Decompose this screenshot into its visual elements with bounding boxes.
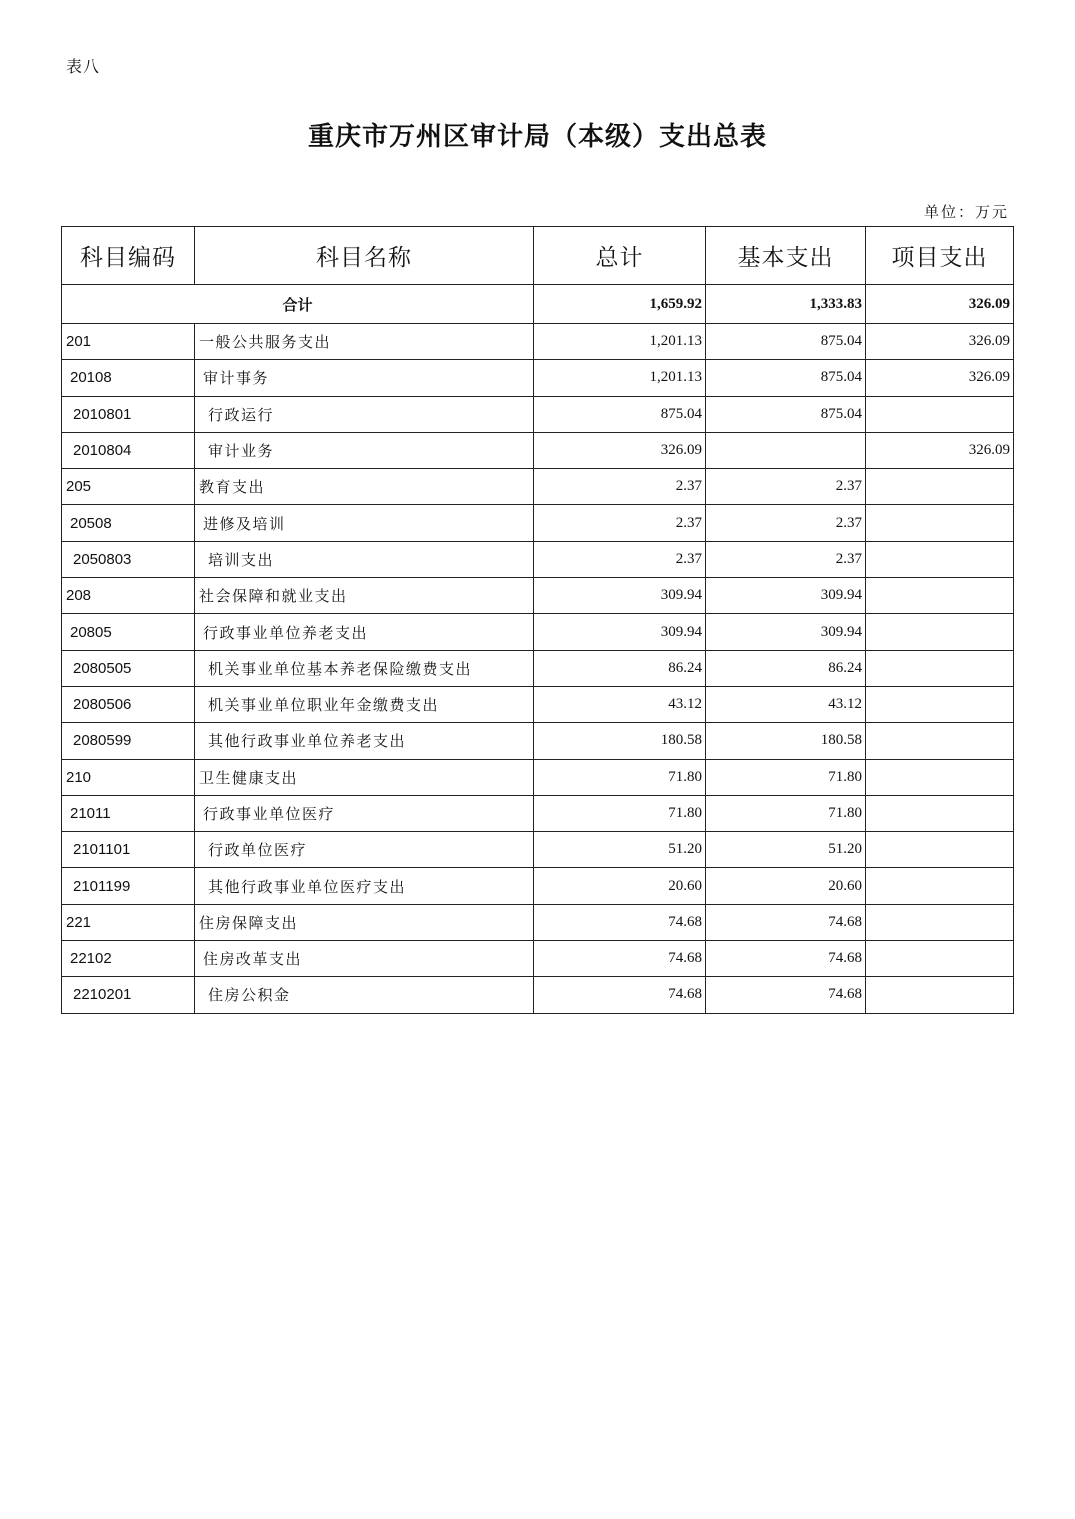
row-basic: 74.68 xyxy=(706,941,866,977)
table-row xyxy=(62,759,1014,795)
row-basic: 309.94 xyxy=(706,614,866,650)
total-label: 合计 xyxy=(62,285,534,324)
row-name: 进修及培训 xyxy=(195,505,534,541)
table-row xyxy=(62,324,1014,360)
table-row xyxy=(62,541,1014,577)
row-project xyxy=(866,832,1014,868)
row-total: 71.80 xyxy=(534,795,706,831)
row-name: 卫生健康支出 xyxy=(195,759,534,795)
row-total: 1,201.13 xyxy=(534,324,706,360)
row-code: 2080505 xyxy=(62,650,195,686)
row-total: 2.37 xyxy=(534,505,706,541)
row-name: 社会保障和就业支出 xyxy=(195,578,534,614)
total-row xyxy=(62,285,1014,324)
row-name: 其他行政事业单位医疗支出 xyxy=(195,868,534,904)
table-row xyxy=(62,432,1014,468)
row-name: 审计业务 xyxy=(195,432,534,468)
row-total: 20.60 xyxy=(534,868,706,904)
row-basic: 20.60 xyxy=(706,868,866,904)
row-total: 43.12 xyxy=(534,686,706,722)
header-project: 项目支出 xyxy=(866,227,1014,285)
row-code: 201 xyxy=(62,324,195,360)
row-total: 1,201.13 xyxy=(534,360,706,396)
table-body xyxy=(62,285,1014,1014)
row-basic: 2.37 xyxy=(706,541,866,577)
row-project: 326.09 xyxy=(866,360,1014,396)
table-row xyxy=(62,650,1014,686)
table-row xyxy=(62,832,1014,868)
row-project xyxy=(866,505,1014,541)
row-basic: 875.04 xyxy=(706,360,866,396)
row-project xyxy=(866,686,1014,722)
row-project xyxy=(866,868,1014,904)
row-total: 2.37 xyxy=(534,469,706,505)
table-row xyxy=(62,469,1014,505)
row-code: 22102 xyxy=(62,941,195,977)
row-total: 74.68 xyxy=(534,977,706,1013)
table-row xyxy=(62,977,1014,1013)
row-basic: 875.04 xyxy=(706,396,866,432)
row-basic: 86.24 xyxy=(706,650,866,686)
total-total: 1,659.92 xyxy=(534,285,706,324)
table-row xyxy=(62,868,1014,904)
row-code: 2010801 xyxy=(62,396,195,432)
row-total: 309.94 xyxy=(534,578,706,614)
row-code: 2080599 xyxy=(62,723,195,759)
row-code: 2101199 xyxy=(62,868,195,904)
row-name: 培训支出 xyxy=(195,541,534,577)
row-code: 2080506 xyxy=(62,686,195,722)
row-code: 210 xyxy=(62,759,195,795)
row-code: 20805 xyxy=(62,614,195,650)
row-total: 71.80 xyxy=(534,759,706,795)
row-basic: 51.20 xyxy=(706,832,866,868)
row-name: 审计事务 xyxy=(195,360,534,396)
table-row xyxy=(62,505,1014,541)
header-basic: 基本支出 xyxy=(706,227,866,285)
row-total: 51.20 xyxy=(534,832,706,868)
row-basic: 875.04 xyxy=(706,324,866,360)
row-name: 教育支出 xyxy=(195,469,534,505)
row-name: 行政事业单位养老支出 xyxy=(195,614,534,650)
row-code: 221 xyxy=(62,904,195,940)
row-basic: 71.80 xyxy=(706,795,866,831)
table-row xyxy=(62,360,1014,396)
row-name: 住房公积金 xyxy=(195,977,534,1013)
row-code: 2101101 xyxy=(62,832,195,868)
unit-label: 单位：万元 xyxy=(923,203,1009,221)
row-project xyxy=(866,396,1014,432)
row-name: 行政单位医疗 xyxy=(195,832,534,868)
row-project xyxy=(866,904,1014,940)
row-name: 其他行政事业单位养老支出 xyxy=(195,723,534,759)
row-project xyxy=(866,723,1014,759)
row-project xyxy=(866,469,1014,505)
row-basic: 2.37 xyxy=(706,505,866,541)
table-row xyxy=(62,904,1014,940)
row-total: 180.58 xyxy=(534,723,706,759)
row-basic xyxy=(706,432,866,468)
table-row xyxy=(62,396,1014,432)
row-name: 住房保障支出 xyxy=(195,904,534,940)
header-name: 科目名称 xyxy=(195,227,534,285)
table-row xyxy=(62,614,1014,650)
row-project xyxy=(866,650,1014,686)
total-basic: 1,333.83 xyxy=(706,285,866,324)
row-basic: 74.68 xyxy=(706,904,866,940)
table-row xyxy=(62,686,1014,722)
row-basic: 43.12 xyxy=(706,686,866,722)
row-project: 326.09 xyxy=(866,432,1014,468)
row-total: 74.68 xyxy=(534,941,706,977)
table-row xyxy=(62,941,1014,977)
row-project: 326.09 xyxy=(866,324,1014,360)
row-code: 2050803 xyxy=(62,541,195,577)
row-name: 住房改革支出 xyxy=(195,941,534,977)
row-project xyxy=(866,759,1014,795)
row-total: 2.37 xyxy=(534,541,706,577)
row-total: 74.68 xyxy=(534,904,706,940)
row-project xyxy=(866,795,1014,831)
header-code: 科目编码 xyxy=(62,227,195,285)
row-code: 208 xyxy=(62,578,195,614)
row-basic: 2.37 xyxy=(706,469,866,505)
row-total: 309.94 xyxy=(534,614,706,650)
row-basic: 74.68 xyxy=(706,977,866,1013)
header-total: 总计 xyxy=(534,227,706,285)
row-code: 20508 xyxy=(62,505,195,541)
row-project xyxy=(866,541,1014,577)
row-total: 326.09 xyxy=(534,432,706,468)
total-project: 326.09 xyxy=(866,285,1014,324)
row-name: 机关事业单位职业年金缴费支出 xyxy=(195,686,534,722)
row-code: 2010804 xyxy=(62,432,195,468)
row-basic: 309.94 xyxy=(706,578,866,614)
expenditure-table xyxy=(61,226,1014,1014)
row-project xyxy=(866,614,1014,650)
table-row xyxy=(62,723,1014,759)
row-project xyxy=(866,977,1014,1013)
row-name: 一般公共服务支出 xyxy=(195,324,534,360)
row-code: 21011 xyxy=(62,795,195,831)
row-code: 2210201 xyxy=(62,977,195,1013)
row-basic: 71.80 xyxy=(706,759,866,795)
row-total: 875.04 xyxy=(534,396,706,432)
table-number: 表八 xyxy=(66,57,101,76)
row-basic: 180.58 xyxy=(706,723,866,759)
page-title: 重庆市万州区审计局（本级）支出总表 xyxy=(307,122,767,152)
row-name: 机关事业单位基本养老保险缴费支出 xyxy=(195,650,534,686)
row-code: 205 xyxy=(62,469,195,505)
row-project xyxy=(866,578,1014,614)
row-name: 行政运行 xyxy=(195,396,534,432)
table-row xyxy=(62,578,1014,614)
row-code: 20108 xyxy=(62,360,195,396)
header-row xyxy=(62,227,1014,285)
row-total: 86.24 xyxy=(534,650,706,686)
table-row xyxy=(62,795,1014,831)
row-name: 行政事业单位医疗 xyxy=(195,795,534,831)
row-project xyxy=(866,941,1014,977)
